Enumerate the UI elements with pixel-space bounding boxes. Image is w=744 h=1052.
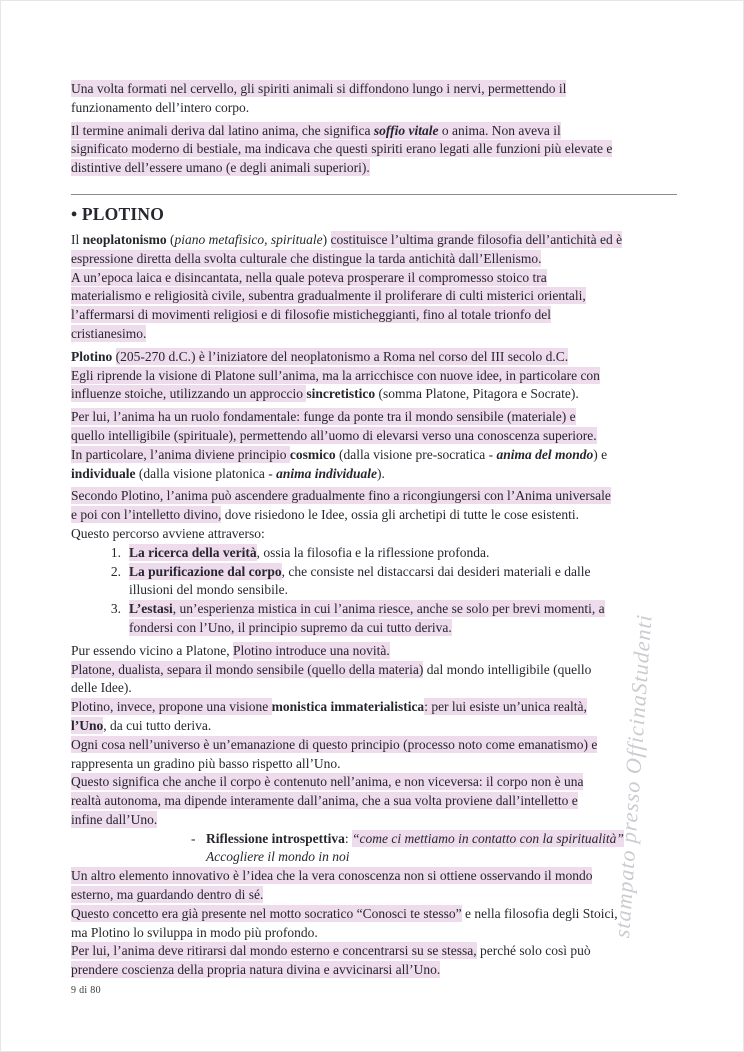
text-run: ma Plotino lo sviluppa in modo più profondo. [71, 924, 318, 940]
text-run: delle Idee). [71, 680, 132, 696]
text-run: Plotino introduce una novità. [232, 642, 390, 658]
text-run: Un altro elemento innovativo è l’idea che la vera conoscenza non si ottiene osservando il mondo [71, 868, 593, 884]
list-item-text [129, 563, 677, 601]
text-run: cosmico [289, 446, 336, 462]
text-run: La ricerca della verità [129, 544, 257, 560]
text-run: monistica immaterialistica [271, 699, 425, 715]
text-run: Riflessione introspettiva [206, 830, 345, 846]
paragraph-ascesa-anima [71, 487, 677, 543]
text-line [71, 961, 677, 980]
text-line [71, 446, 677, 465]
text-run: A un’epoca laica e disincantata, nella quale poteva prosperare il compromesso stoico tra [71, 269, 547, 285]
text-run: “come ci mettiamo in contatto con la spiritualità” [352, 830, 624, 846]
text-run: infine dall’Uno. [71, 811, 158, 827]
text-line [71, 924, 677, 943]
text-run: Questo significa che anche il corpo è contenuto nell’anima, e non viceversa: il corpo non è una [71, 774, 584, 790]
text-run: influenze stoiche, utilizzando un approccio [71, 386, 307, 402]
text-line [71, 886, 677, 905]
paragraph-novita-plotino [71, 642, 677, 830]
text-line [71, 306, 677, 325]
list-number: 1. [110, 544, 121, 560]
content-area [71, 80, 677, 984]
text-run: Pur essendo vicino a Platone, [71, 642, 233, 658]
text-line [71, 811, 677, 830]
text-run: Accogliere il mondo in noi [206, 849, 350, 865]
text-run: (dalla visione platonica - [135, 465, 277, 481]
text-line [71, 348, 677, 367]
text-line [71, 408, 677, 427]
text-run: Platone, dualista, separa il mondo sensibile (quello della materia) [71, 661, 424, 677]
section-divider [71, 194, 677, 195]
text-run: ). [377, 465, 385, 481]
text-line [71, 325, 677, 344]
text-run: soffio vitale [373, 122, 439, 138]
text-run: Questo percorso avviene attraverso: [71, 525, 265, 541]
text-line [71, 487, 677, 506]
text-run: ( [166, 231, 175, 247]
text-line [129, 544, 677, 563]
text-line [71, 465, 677, 484]
text-run: dal mondo intelligibile (quello [423, 661, 592, 677]
text-run: ) e [593, 446, 608, 462]
text-run: perché solo così può [476, 943, 591, 959]
text-run: fondersi con l’Uno, il principio supremo da cui tutto deriva. [129, 619, 452, 635]
page-number: 9 di 80 [71, 985, 101, 996]
text-run: Il termine animali deriva dal latino anima, che significa [71, 122, 374, 138]
paragraph-ruolo-anima [71, 408, 677, 483]
text-line [71, 755, 677, 774]
text-line [206, 848, 677, 867]
text-run: piano metafisico, spirituale [174, 231, 323, 247]
text-line [71, 736, 677, 755]
list-number: 3. [110, 601, 121, 617]
text-run: dove risiedono le Idee, ossia gli archetipi di tutte le cose esistenti. [221, 507, 580, 523]
text-line [71, 99, 677, 118]
text-run: materialismo e religiosità civile, subentra gradualmente il proliferare di culti misterici orientali, [71, 288, 586, 304]
text-run: funzionamento dell’intero corpo. [71, 99, 250, 115]
text-run: sincretistico [306, 386, 376, 402]
list-item-text [129, 600, 677, 638]
list-item [71, 544, 677, 563]
text-line [71, 80, 677, 99]
text-line [71, 367, 677, 386]
text-run: Plotino, invece, propone una visione [71, 699, 272, 715]
text-line [71, 717, 677, 736]
text-run: , un’esperienza mistica in cui l’anima riesce, anche se solo per brevi momenti, a [172, 601, 605, 617]
dash-marker: - [191, 830, 196, 846]
text-run: (dalla visione pre-socratica - [335, 446, 497, 462]
text-line [71, 427, 677, 446]
paragraph-plotino-biografia [71, 348, 677, 404]
text-run: , ossia la filosofia e la riflessione profonda. [256, 544, 490, 560]
text-run: espressione diretta della svolta culturale che distingue la tarda antichità dall’Ellenismo. [71, 250, 542, 266]
text-run: Secondo Plotino, l’anima può ascendere gradualmente fino a ricongiungersi con l’Anima universale [71, 488, 611, 504]
text-line [71, 525, 677, 544]
text-line [71, 642, 677, 661]
text-run: e poi con l’intelletto divino, [71, 507, 222, 523]
text-run: In particolare, l’anima diviene principio [71, 446, 290, 462]
text-line [71, 773, 677, 792]
text-run: costituisce l’ultima grande filosofia dell’antichità ed è [330, 231, 623, 247]
text-run: Per lui, l’anima ha un ruolo fondamentale: funge da ponte tra il mondo sensibile (materiale) e [71, 409, 576, 425]
section-heading-plotino: • PLOTINO [71, 203, 165, 224]
text-run: Egli riprende la visione di Platone sull’anima, ma la arricchisce con nuove idee, in particolare con [71, 367, 600, 383]
text-line [129, 600, 677, 619]
text-run: realtà autonoma, ma dipende interamente dall’anima, che a sua volta proviene dall’intelletto e [71, 793, 578, 809]
text-run: Ogni cosa nell’universo è un’emanazione di questo principio (processo noto come emanatismo) e [71, 736, 598, 752]
text-run: Il [71, 231, 83, 247]
text-line [71, 231, 677, 250]
list-number: 2. [110, 563, 121, 579]
text-line [71, 679, 677, 698]
text-line [71, 867, 677, 886]
text-run: l’Uno [71, 717, 104, 733]
watermark-text: stampato presso OfficinaStudenti [609, 613, 657, 939]
text-run: La purificazione dal corpo [129, 563, 282, 579]
text-line [71, 385, 677, 404]
text-run: (somma Platone, Pitagora e Socrate). [375, 386, 579, 402]
paragraph-neoplatonismo [71, 231, 677, 344]
text-run: e nella filosofia degli Stoici, [461, 905, 618, 921]
text-run: , che consiste nel distaccarsi dai desideri materiali e dalle [281, 563, 591, 579]
paragraph-introspezione [71, 867, 677, 980]
list-item-text [129, 544, 677, 563]
text-line [71, 698, 677, 717]
text-line [71, 792, 677, 811]
text-run: L’estasi [129, 601, 173, 617]
text-line [129, 563, 677, 582]
paragraph-termine-animali [71, 122, 677, 178]
text-run: prendere coscienza della propria natura divina e avvicinarsi all’Uno. [71, 962, 441, 978]
text-run: , da cui tutto deriva. [103, 717, 212, 733]
text-line [129, 619, 677, 638]
text-run: illusioni del mondo sensibile. [129, 582, 288, 598]
text-run: : per lui esiste un’unica realtà, [424, 699, 587, 715]
text-line [71, 661, 677, 680]
text-run: ) [322, 231, 331, 247]
text-run: individuale [71, 465, 136, 481]
dash-item-text [206, 830, 677, 868]
text-run: Plotino [71, 348, 113, 364]
text-run: esterno, ma guardando dentro di sé. [71, 887, 264, 903]
text-line [71, 122, 677, 141]
text-run: l’affermarsi di movimenti religiosi e di filosofie misticheggianti, fino al totale trionfo del [71, 307, 552, 323]
text-run: significato moderno di bestiale, ma indicava che questi spiriti erano legati alle funzioni più elevate e [71, 141, 613, 157]
text-line [71, 905, 677, 924]
text-run: anima individuale [276, 465, 377, 481]
text-run: quello intelligibile (spirituale), permettendo all’uomo di elevarsi verso una conoscenza superiore. [71, 427, 597, 443]
text-line [71, 506, 677, 525]
text-line [71, 287, 677, 306]
text-run: Per lui, l’anima deve ritirarsi dal mondo esterno e concentrarsi su se stessa, [71, 943, 477, 959]
text-line [71, 942, 677, 961]
text-run: (205-270 d.C.) è l’iniziatore del neoplatonismo a Roma nel corso del III secolo d.C. [115, 348, 569, 364]
text-line [71, 140, 677, 159]
text-line [71, 250, 677, 269]
list-item [71, 563, 677, 601]
text-run: distintive dell’essere umano (e degli animali superiori). [71, 160, 370, 176]
text-run: : [344, 830, 353, 846]
text-run: cristianesimo. [71, 325, 147, 341]
text-line [71, 269, 677, 288]
text-run: Una volta formati nel cervello, gli spiriti animali si diffondono lungo i nervi, permettendo il [71, 81, 567, 96]
numbered-list [71, 544, 677, 638]
text-run: neoplatonismo [82, 231, 167, 247]
text-line [129, 581, 677, 600]
list-item [71, 600, 677, 638]
text-run: Questo concetto era già presente nel motto socratico “Conosci te stesso” [71, 905, 462, 921]
text-run: anima del mondo [496, 446, 594, 462]
paragraph-spiriti-animali [71, 80, 677, 118]
text-run: rappresenta un gradino più basso rispetto all’Uno. [71, 755, 341, 771]
text-line [206, 830, 677, 849]
text-run: o anima. Non aveva il [438, 122, 561, 138]
dash-list-item [71, 830, 677, 868]
text-line [71, 159, 677, 178]
